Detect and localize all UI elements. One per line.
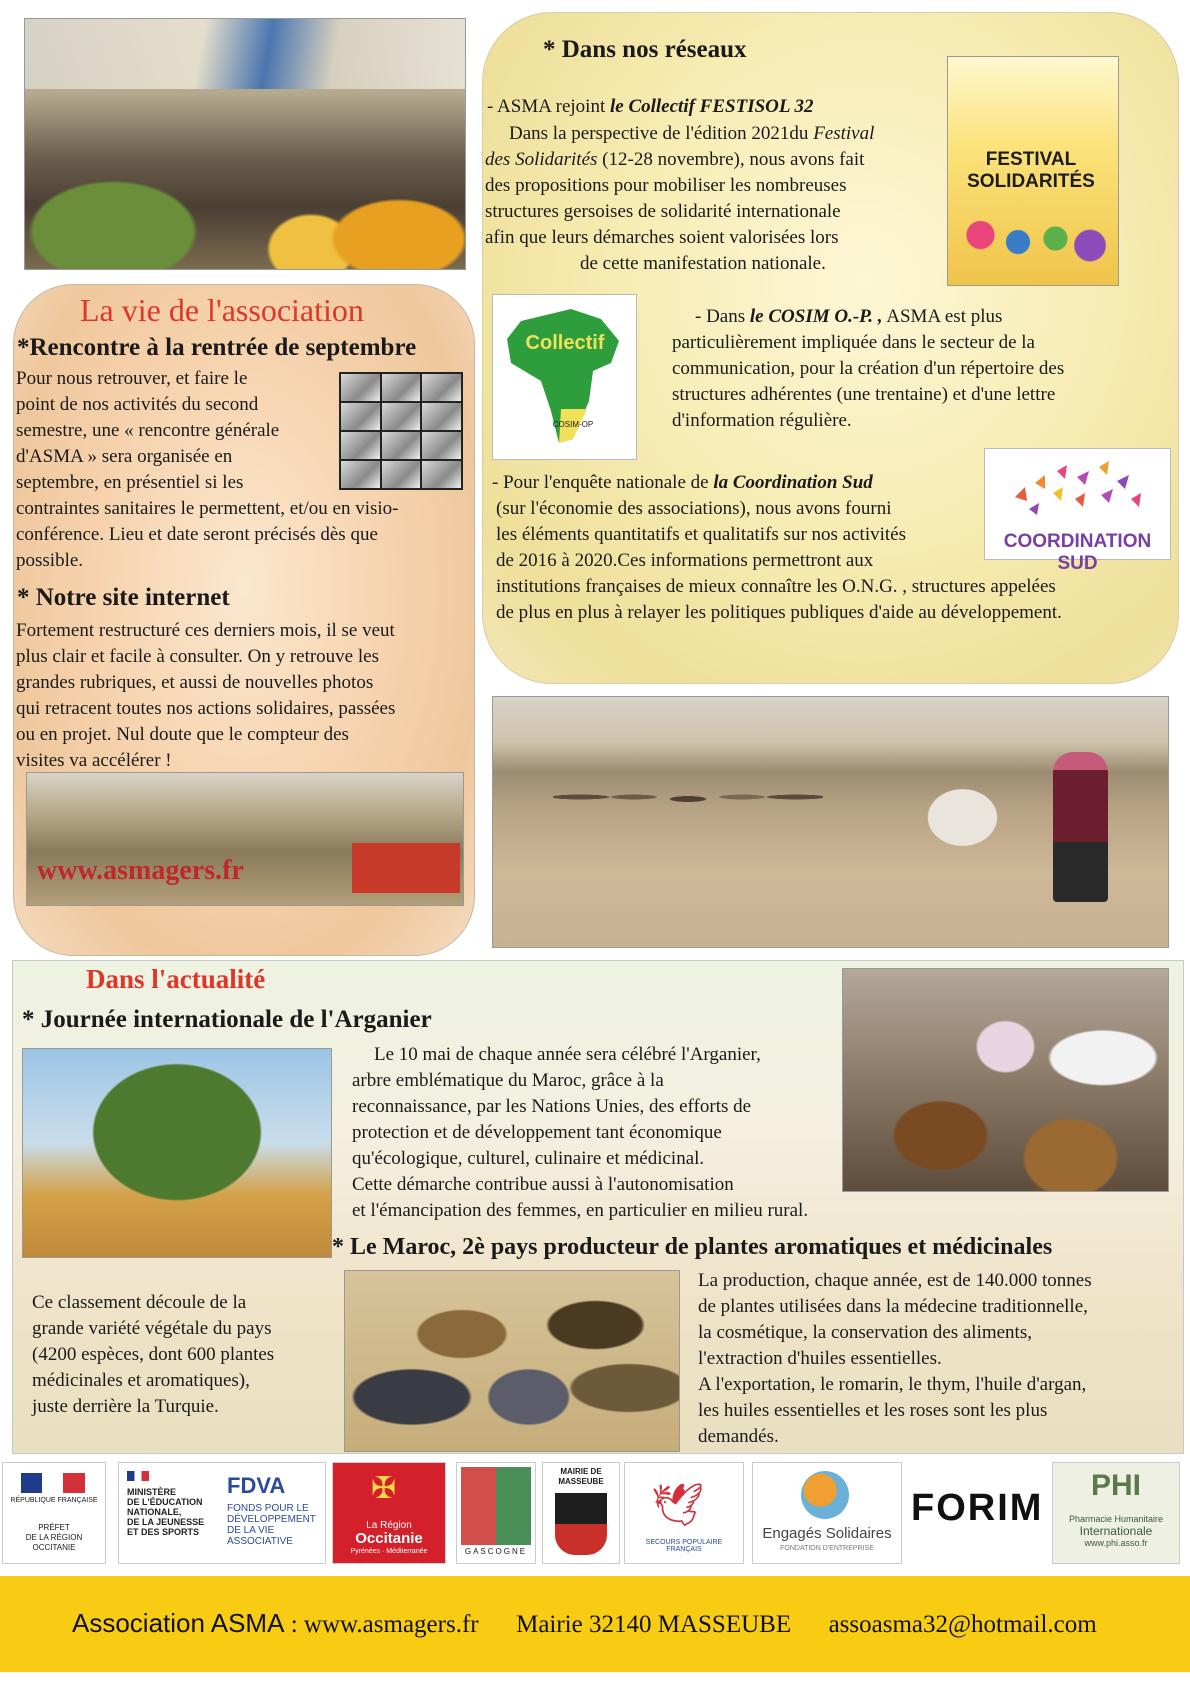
logo-region-occitanie: ✠ La Région Occitanie Pyrénées · Méditerranée (332, 1462, 446, 1564)
argan-line-1: Le 10 mai de chaque année sera célébré l'Arganier, (374, 1044, 761, 1065)
actualite-title: Dans l'actualité (86, 964, 266, 994)
production-line-4: l'extraction d'huiles essentielles. (698, 1348, 942, 1369)
coord-line-5: de plus en plus à relayer les politiques publiques d'aide au développement. (496, 602, 1062, 623)
site-line-3: grandes rubriques, et aussi de nouvelles photos (16, 672, 374, 693)
production-line-5: A l'exportation, le romarin, le thym, l'huile d'argan, (698, 1374, 1087, 1395)
logo-engages-solidaires: Engagés Solidaires FONDATION D'ENTREPRISE (752, 1462, 902, 1564)
cosim-line-4: d'information régulière. (672, 410, 852, 431)
logo-gers: GASCOGNE (456, 1462, 536, 1564)
site-line-4: qui retracent toutes nos actions solidaires, passées (16, 698, 396, 719)
collectif-logo-sub: COSIM-OP (552, 420, 594, 429)
market-photo (24, 18, 466, 270)
site-line-5: ou en projet. Nul doute que le compteur des (16, 724, 349, 745)
rencontre-line-6: contraintes sanitaires le permettent, et/ou en visio- (16, 498, 399, 519)
logo-forim: FORIM (906, 1462, 1048, 1564)
argan-heading: * Journée internationale de l'Arganier (22, 1006, 432, 1033)
classement-line-5: juste derrière la Turquie. (32, 1396, 219, 1417)
cosim-line-1: particulièrement impliquée dans le secteur de la (672, 332, 1035, 353)
rencontre-line-8: possible. (16, 550, 84, 571)
logo-ministere-fdva: MINISTÈRE DE L'ÉDUCATION NATIONALE, DE LA JEUNESSE ET DES SPORTS FDVA FONDS POUR LE DÉVELOPPEMENT DE LA VIE ASSOCIATIVE (118, 1462, 326, 1564)
production-line-6: les huiles essentielles et les roses sont les plus (698, 1400, 1048, 1421)
classement-line-2: grande variété végétale du pays (32, 1318, 272, 1339)
cosim-title: - Dans le COSIM O.-P. , ASMA est plus (695, 306, 1003, 327)
visio-conference-photo (339, 372, 463, 490)
site-line-2: plus clair et facile à consulter. On y retrouve les (16, 646, 379, 667)
cosim-line-2: communication, pour la création d'un répertoire des (672, 358, 1065, 379)
banner-url[interactable]: www.asmagers.fr (37, 855, 244, 886)
production-line-7: demandés. (698, 1426, 779, 1447)
classement-line-4: médicinales et aromatiques), (32, 1370, 250, 1391)
production-line-3: la cosmétique, la conservation des aliments, (698, 1322, 1032, 1343)
website-banner[interactable] (26, 772, 464, 906)
argan-line-3: reconnaissance, par les Nations Unies, des efforts de (352, 1096, 752, 1117)
footer-association-name: Association ASMA (72, 1608, 285, 1638)
logo-secours-populaire: 🕊 SECOURS POPULAIRE FRANÇAIS (624, 1462, 744, 1564)
festisol-title: - ASMA rejoint le Collectif FESTISOL 32 (487, 96, 814, 117)
argan-tree-photo (22, 1048, 332, 1258)
festisol-line-5: afin que leurs démarches soient valorisées lors (485, 227, 839, 248)
coord-line-1: (sur l'économie des associations), nous avons fourni (496, 498, 892, 519)
footer-contact: : www.asmagers.fr Mairie 32140 MASSEUBE assoasma32@hotmail.com (284, 1611, 1097, 1638)
festival-poster-label: FESTIVAL SOLIDARITÉS (967, 149, 1095, 192)
coord-line-3: de 2016 à 2020.Ces informations permettront aux (496, 550, 874, 571)
argan-line-6: Cette démarche contribue aussi à l'autonomisation (352, 1174, 734, 1195)
site-line-6: visites va accélérer ! (16, 750, 172, 771)
coordination-sud-logo (984, 448, 1171, 574)
logo-prefet-occitanie: RÉPUBLIQUE FRANÇAISE PRÉFET DE LA RÉGION OCCITANIE (2, 1462, 106, 1564)
festisol-line-3: des propositions pour mobiliser les nombreuses (485, 175, 847, 196)
occitan-cross-icon: ✠ (371, 1472, 397, 1505)
festisol-line-2: des Solidarités (12-28 novembre), nous avons fait (485, 149, 865, 170)
collectif-logo-text: Collectif (525, 332, 605, 354)
argan-line-2: arbre emblématique du Maroc, grâce à la (352, 1070, 664, 1091)
triangles-icon (1005, 457, 1155, 517)
festival-poster (947, 56, 1119, 286)
coord-line-4: institutions françaises de mieux connaître les O.N.G. , structures appelées (496, 576, 1056, 597)
rencontre-line-3: semestre, une « rencontre générale (16, 420, 280, 441)
festisol-line-4: structures gersoises de solidarité internationale (485, 201, 841, 222)
footer-text (72, 1608, 1097, 1639)
festisol-line-6: de cette manifestation nationale. (580, 253, 826, 274)
dove-icon: 🕊 (651, 1481, 705, 1528)
women-argan-photo (842, 968, 1169, 1192)
africa-map-icon (501, 301, 629, 451)
coord-line-2: les éléments quantitatifs et qualitatifs sur nos activités (496, 524, 906, 545)
classement-line-1: Ce classement découle de la (32, 1292, 247, 1313)
rencontre-line-1: Pour nous retrouver, et faire le (16, 368, 248, 389)
reseaux-heading: * Dans nos réseaux (543, 36, 747, 63)
desert-herd-photo (492, 696, 1169, 948)
coord-title: - Pour l'enquête nationale de la Coordination Sud (492, 472, 873, 493)
footer-bar (0, 1576, 1190, 1672)
rencontre-line-5: septembre, en présentiel si les (16, 472, 244, 493)
rencontre-line-7: conférence. Lieu et date seront précisés dès que (16, 524, 378, 545)
argan-line-5: qu'écologique, culturel, culinaire et médicinal. (352, 1148, 705, 1169)
argan-line-4: protection et de développement tant économique (352, 1122, 722, 1143)
rencontre-line-2: point de nos activités du second (16, 394, 259, 415)
maroc-heading: * Le Maroc, 2è pays producteur de plantes aromatiques et médicinales (332, 1234, 1053, 1260)
rencontre-heading: *Rencontre à la rentrée de septembre (17, 334, 417, 361)
site-line-1: Fortement restructuré ces derniers mois, il se veut (16, 620, 395, 641)
association-title: La vie de l'association (80, 292, 364, 328)
production-line-2: de plantes utilisées dans la médecine traditionnelle, (698, 1296, 1088, 1317)
production-line-1: La production, chaque année, est de 140.000 tonnes (698, 1270, 1092, 1291)
banner-badge (352, 843, 460, 893)
rencontre-line-4: d'ASMA » sera organisée en (16, 446, 233, 467)
globe-icon (801, 1471, 849, 1519)
coordination-logo-text: COORDINATION SUD (1003, 531, 1152, 574)
logo-phi: PHI Pharmacie Humanitaire Internationale www.phi.asso.fr (1052, 1462, 1180, 1564)
logo-mairie-masseube: MAIRIE DE MASSEUBE (542, 1462, 620, 1564)
spices-market-photo (344, 1270, 680, 1452)
classement-line-3: (4200 espèces, dont 600 plantes (32, 1344, 275, 1365)
collectif-cosim-logo (492, 294, 637, 460)
argan-line-7: et l'émancipation des femmes, en particulier en milieu rural. (352, 1200, 809, 1221)
cosim-line-3: structures adhérentes (une trentaine) et d'une lettre (672, 384, 1056, 405)
site-heading: * Notre site internet (17, 584, 230, 611)
festisol-line-1: Dans la perspective de l'édition 2021du Festival (509, 123, 875, 144)
